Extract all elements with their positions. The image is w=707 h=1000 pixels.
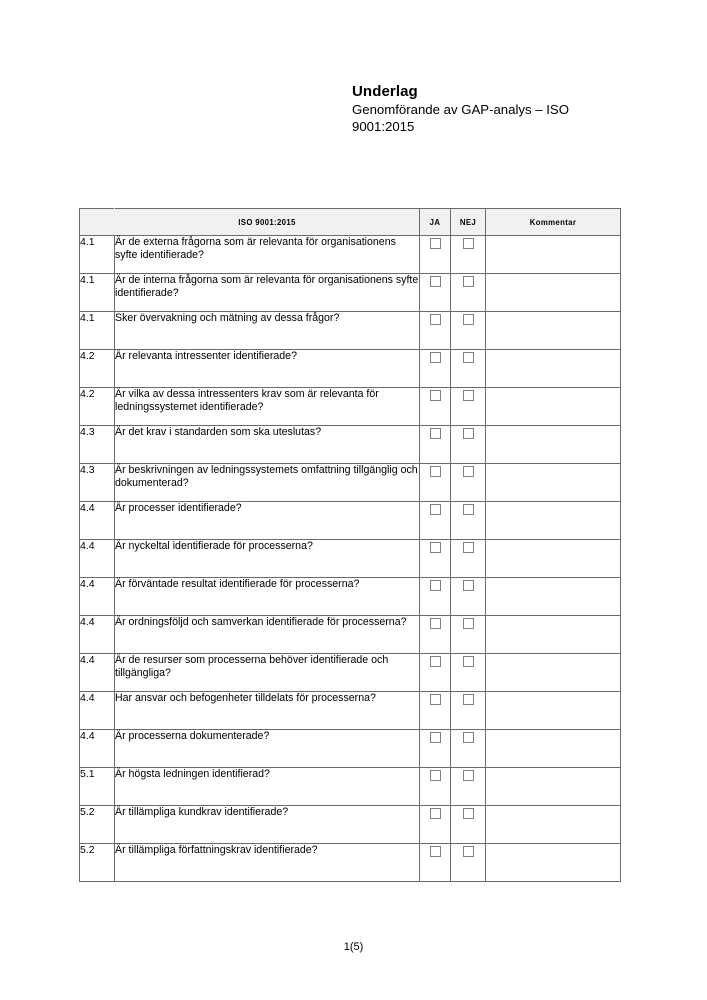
comment-cell[interactable]: [486, 692, 621, 730]
requirement-text: Är processerna dokumenterade?: [115, 730, 420, 768]
clause-number: 4.4: [80, 730, 115, 768]
clause-number: 4.2: [80, 350, 115, 388]
table-header-row: [80, 209, 621, 236]
clause-number: 4.4: [80, 654, 115, 692]
no-checkbox-cell[interactable]: [451, 502, 486, 540]
no-checkbox-cell[interactable]: [451, 464, 486, 502]
table-row: [80, 768, 621, 806]
table-row: [80, 844, 621, 882]
yes-checkbox-cell[interactable]: [420, 464, 451, 502]
yes-checkbox-cell[interactable]: [420, 388, 451, 426]
no-checkbox[interactable]: [463, 352, 474, 363]
no-checkbox-cell[interactable]: [451, 540, 486, 578]
clause-number: 4.2: [80, 388, 115, 426]
clause-number: 4.4: [80, 502, 115, 540]
comment-cell[interactable]: [486, 616, 621, 654]
requirement-text: Är relevanta intressenter identifierade?: [115, 350, 420, 388]
yes-checkbox[interactable]: [430, 694, 441, 705]
clause-number: 4.1: [80, 274, 115, 312]
comment-cell[interactable]: [486, 464, 621, 502]
table-row: [80, 578, 621, 616]
clause-number: 4.4: [80, 616, 115, 654]
no-checkbox-cell[interactable]: [451, 236, 486, 274]
no-checkbox[interactable]: [463, 314, 474, 325]
requirement-text: Är de interna frågorna som är relevanta för organisationens syfte identifierade?: [115, 274, 420, 312]
requirement-text: Har ansvar och befogenheter tilldelats för processerna?: [115, 692, 420, 730]
no-checkbox[interactable]: [463, 846, 474, 857]
yes-checkbox[interactable]: [430, 238, 441, 249]
yes-checkbox-cell[interactable]: [420, 844, 451, 882]
yes-checkbox[interactable]: [430, 314, 441, 325]
requirement-text: Är förväntade resultat identifierade för processerna?: [115, 578, 420, 616]
requirement-text: Är tillämpliga kundkrav identifierade?: [115, 806, 420, 844]
no-checkbox[interactable]: [463, 390, 474, 401]
no-checkbox-cell[interactable]: [451, 844, 486, 882]
table-body: [80, 236, 621, 882]
no-checkbox[interactable]: [463, 732, 474, 743]
no-checkbox-cell[interactable]: [451, 616, 486, 654]
no-checkbox[interactable]: [463, 770, 474, 781]
yes-checkbox-cell[interactable]: [420, 540, 451, 578]
comment-cell[interactable]: [486, 768, 621, 806]
no-checkbox[interactable]: [463, 694, 474, 705]
comment-cell[interactable]: [486, 350, 621, 388]
yes-checkbox-cell[interactable]: [420, 426, 451, 464]
comment-cell[interactable]: [486, 806, 621, 844]
requirement-text: Är ordningsföljd och samverkan identifierade för processerna?: [115, 616, 420, 654]
page-number-footer: 1(5): [343, 941, 364, 953]
requirement-text: Är nyckeltal identifierade för processerna?: [115, 540, 420, 578]
clause-number: 4.4: [80, 692, 115, 730]
table-row: [80, 312, 621, 350]
yes-checkbox[interactable]: [430, 466, 441, 477]
no-checkbox-cell[interactable]: [451, 350, 486, 388]
gap-analysis-checklist-table: [79, 208, 621, 882]
clause-number: 4.4: [80, 578, 115, 616]
requirement-text: Sker övervakning och mätning av dessa frågor?: [115, 312, 420, 350]
yes-checkbox-cell[interactable]: [420, 768, 451, 806]
yes-checkbox-cell[interactable]: [420, 274, 451, 312]
requirement-text: Är tillämpliga författningskrav identifierade?: [115, 844, 420, 882]
no-checkbox[interactable]: [463, 580, 474, 591]
no-checkbox-cell[interactable]: [451, 768, 486, 806]
requirement-text: Är de resurser som processerna behöver identifierade och tillgängliga?: [115, 654, 420, 692]
no-checkbox[interactable]: [463, 542, 474, 553]
comment-cell[interactable]: [486, 578, 621, 616]
comment-cell[interactable]: [486, 426, 621, 464]
yes-checkbox[interactable]: [430, 542, 441, 553]
requirement-text: Är högsta ledningen identifierad?: [115, 768, 420, 806]
yes-checkbox[interactable]: [430, 618, 441, 629]
requirement-text: Är de externa frågorna som är relevanta för organisationens syfte identifierade?: [115, 236, 420, 274]
comment-cell[interactable]: [486, 844, 621, 882]
requirement-text: Är processer identifierade?: [115, 502, 420, 540]
yes-checkbox[interactable]: [430, 580, 441, 591]
column-header-comment: Kommentar: [486, 209, 621, 236]
yes-checkbox[interactable]: [430, 504, 441, 515]
no-checkbox-cell[interactable]: [451, 312, 486, 350]
yes-checkbox-cell[interactable]: [420, 236, 451, 274]
yes-checkbox-cell[interactable]: [420, 578, 451, 616]
table-row: [80, 388, 621, 426]
yes-checkbox[interactable]: [430, 770, 441, 781]
table-header: [80, 209, 621, 236]
comment-cell[interactable]: [486, 502, 621, 540]
table-row: [80, 502, 621, 540]
no-checkbox-cell[interactable]: [451, 806, 486, 844]
column-header-yes: JA: [420, 209, 451, 236]
comment-cell[interactable]: [486, 540, 621, 578]
table-row: [80, 540, 621, 578]
table-row: [80, 730, 621, 768]
column-header-clause: [80, 209, 115, 236]
yes-checkbox[interactable]: [430, 808, 441, 819]
table-row: [80, 274, 621, 312]
table-row: [80, 464, 621, 502]
requirement-text: Är det krav i standarden som ska uteslutas?: [115, 426, 420, 464]
yes-checkbox[interactable]: [430, 428, 441, 439]
table-row: [80, 426, 621, 464]
comment-cell[interactable]: [486, 730, 621, 768]
no-checkbox[interactable]: [463, 428, 474, 439]
yes-checkbox[interactable]: [430, 656, 441, 667]
clause-number: 4.4: [80, 540, 115, 578]
yes-checkbox-cell[interactable]: [420, 616, 451, 654]
table-row: [80, 654, 621, 692]
yes-checkbox-cell[interactable]: [420, 654, 451, 692]
no-checkbox-cell[interactable]: [451, 388, 486, 426]
no-checkbox-cell[interactable]: [451, 426, 486, 464]
yes-checkbox[interactable]: [430, 352, 441, 363]
no-checkbox-cell[interactable]: [451, 692, 486, 730]
no-checkbox-cell[interactable]: [451, 578, 486, 616]
no-checkbox[interactable]: [463, 276, 474, 287]
comment-cell[interactable]: [486, 236, 621, 274]
no-checkbox[interactable]: [463, 466, 474, 477]
comment-cell[interactable]: [486, 274, 621, 312]
table-row: [80, 806, 621, 844]
no-checkbox[interactable]: [463, 656, 474, 667]
clause-number: 4.3: [80, 426, 115, 464]
yes-checkbox-cell[interactable]: [420, 806, 451, 844]
yes-checkbox[interactable]: [430, 390, 441, 401]
column-header-no: NEJ: [451, 209, 486, 236]
requirement-text: Är vilka av dessa intressenters krav som är relevanta för ledningssystemet identifierade?: [115, 388, 420, 426]
document-header: [352, 82, 652, 135]
requirement-text: Är beskrivningen av ledningssystemets omfattning tillgänglig och dokumenterad?: [115, 464, 420, 502]
no-checkbox-cell[interactable]: [451, 730, 486, 768]
column-header-requirement: ISO 9001:2015: [115, 209, 420, 236]
yes-checkbox-cell[interactable]: [420, 350, 451, 388]
comment-cell[interactable]: [486, 654, 621, 692]
no-checkbox-cell[interactable]: [451, 274, 486, 312]
no-checkbox[interactable]: [463, 504, 474, 515]
table-row: [80, 692, 621, 730]
comment-cell[interactable]: [486, 312, 621, 350]
clause-number: 5.2: [80, 806, 115, 844]
document-subtitle: Genomförande av GAP-analys – ISO 9001:2015: [352, 102, 569, 134]
table-row: [80, 350, 621, 388]
yes-checkbox[interactable]: [430, 732, 441, 743]
no-checkbox[interactable]: [463, 808, 474, 819]
yes-checkbox[interactable]: [430, 276, 441, 287]
table-row: [80, 236, 621, 274]
no-checkbox[interactable]: [463, 618, 474, 629]
clause-number: 4.1: [80, 312, 115, 350]
table-row: [80, 616, 621, 654]
yes-checkbox-cell[interactable]: [420, 312, 451, 350]
yes-checkbox-cell[interactable]: [420, 730, 451, 768]
yes-checkbox[interactable]: [430, 846, 441, 857]
clause-number: 5.1: [80, 768, 115, 806]
yes-checkbox-cell[interactable]: [420, 502, 451, 540]
document-title: Underlag: [352, 83, 418, 100]
clause-number: 4.1: [80, 236, 115, 274]
clause-number: 4.3: [80, 464, 115, 502]
yes-checkbox-cell[interactable]: [420, 692, 451, 730]
no-checkbox[interactable]: [463, 238, 474, 249]
clause-number: 5.2: [80, 844, 115, 882]
comment-cell[interactable]: [486, 388, 621, 426]
no-checkbox-cell[interactable]: [451, 654, 486, 692]
